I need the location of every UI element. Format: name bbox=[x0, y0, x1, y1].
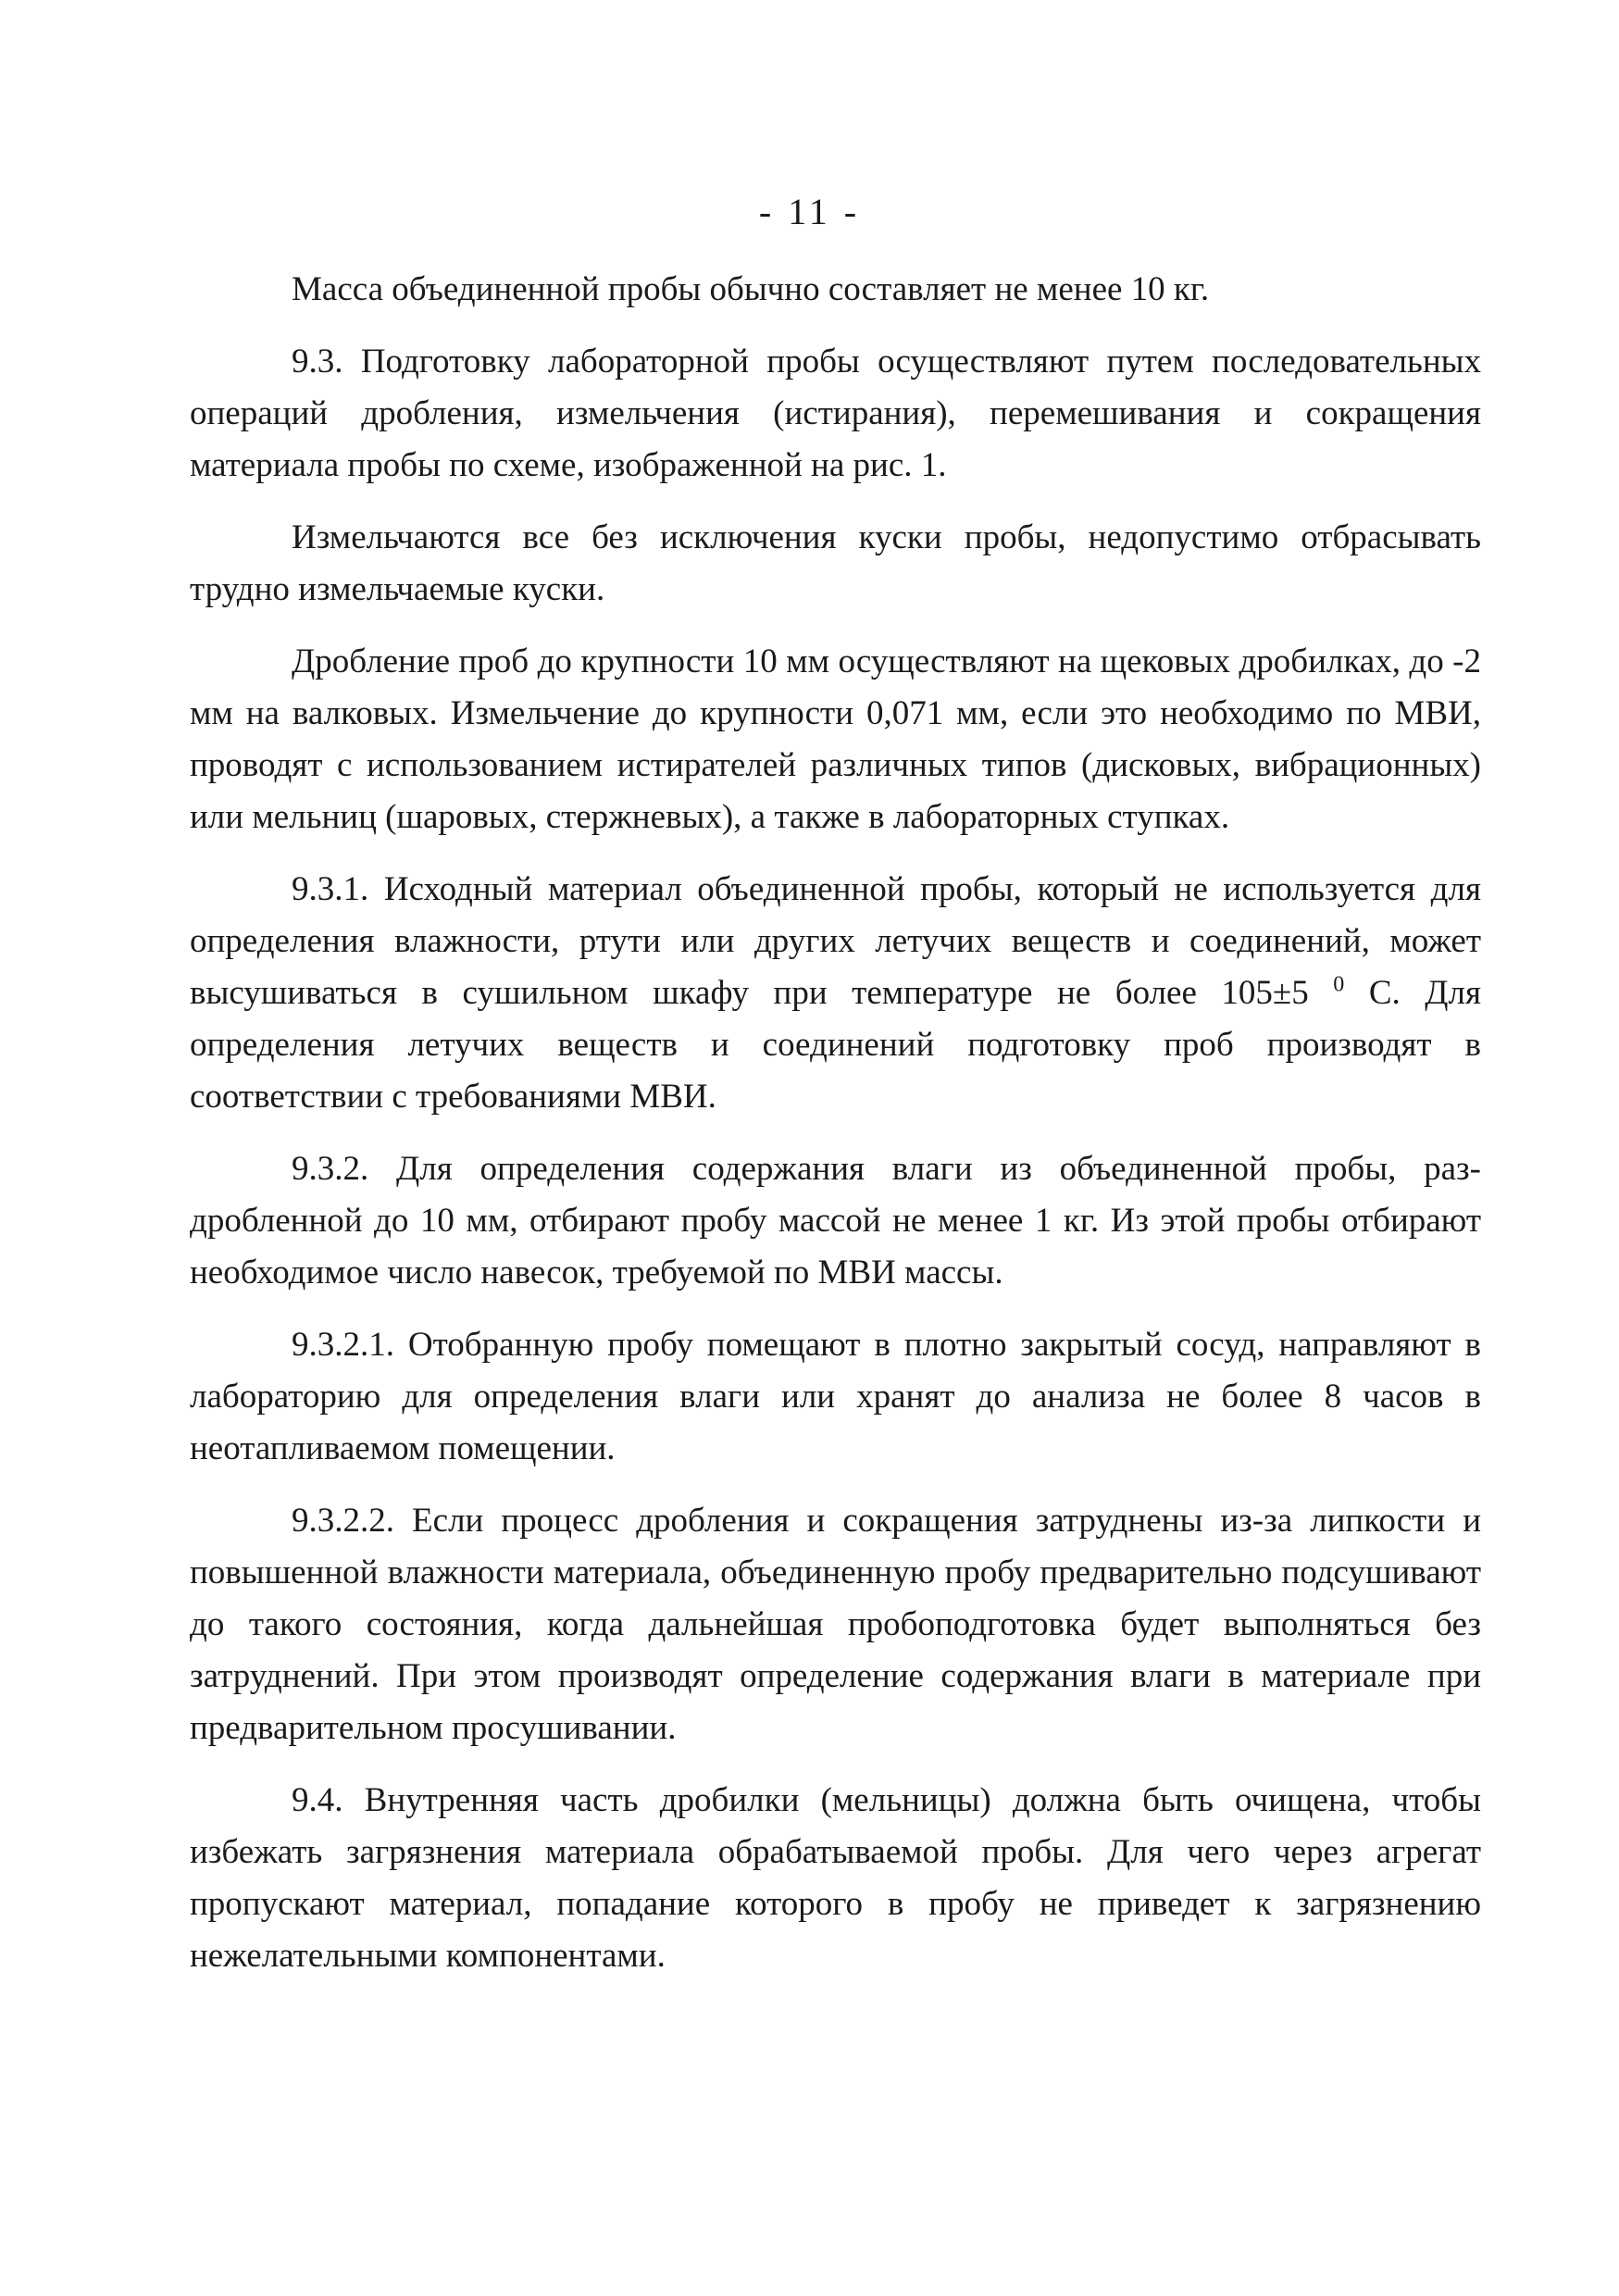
paragraph-9-4-crusher-cleaning: 9.4. Внутренняя часть дробилки (мельницы) должна быть очищена, чтобы избежать загрязнения материала обрабатываемой пробы. Для чего через агрегат пропускают материал, попадание которого в пробу не приведет к загрязнению нежелательными компонентами. bbox=[190, 1781, 1481, 1975]
paragraph-9-3-1-drying bbox=[190, 864, 1481, 1123]
paragraph-crush-all-pieces: Измельчаются все без исключения куски пробы, недопустимо отбрасывать трудно измельчаемые куски. bbox=[190, 518, 1481, 608]
paragraph-9-3-1-text-start: 9.3.1. Исходный материал объединенной пробы, который не используется для определения влажности, ртути или других летучих веществ и соединений, может высушиваться в сушильном шкафу при температуре не более 105±5 bbox=[190, 870, 1481, 1012]
paragraph-crushing-equipment: Дробление проб до крупности 10 мм осуществляют на щековых дробилках, до -2 мм на валковых. Измельчение до крупности 0,071 мм, если это необходимо по МВИ, проводят с использованием истирателей различных типов (дисковых, вибрационных) или мельниц (шаровых, стержневых), а также в лабораторных ступках. bbox=[190, 643, 1481, 836]
paragraph-9-3-1-text-end: С. Для определения летучих веществ и соединений подготовку проб производят в соответствии с требованиями МВИ. bbox=[190, 974, 1481, 1116]
paragraph-9-3-2-1-storage: 9.3.2.1. Отобранную пробу помещают в плотно закрытый сосуд, направляют в лабораторию для определения влаги или хранят до анализа не более 8 часов в неотапливаемом помещении. bbox=[190, 1326, 1481, 1467]
body-text bbox=[190, 264, 1481, 2003]
paragraph-9-3-2-2-predrying: 9.3.2.2. Если процесс дробления и сокращения затруднены из-за липкости и повышенной влажности материала, объединенную пробу предварительно подсушивают до такого состояния, когда дальнейшая пробоподготовка будет выполняться без затруднений. При этом производят определение содержания влаги в материале при предварительном просушивании. bbox=[190, 1502, 1481, 1747]
paragraph-sample-mass: Масса объединенной пробы обычно составляет не менее 10 кг. bbox=[292, 270, 1210, 308]
degree-superscript: 0 bbox=[1333, 972, 1345, 997]
page-number: - 11 - bbox=[758, 191, 861, 232]
paragraph-9-3-lab-sample-preparation: 9.3. Подготовку лабораторной пробы осуществляют путем последовательных операций дробления, измельчения (истирания), перемешивания и сокращения материала пробы по схеме, изображенной на рис. 1. bbox=[190, 343, 1481, 484]
paragraph-9-3-2-moisture-sample: 9.3.2. Для определения содержания влаги из объединенной пробы, раздробленной до 10 мм, отбирают пробу массой не менее 1 кг. Из этой пробы отбирают необходимое число навесок, требуемой по МВИ массы. bbox=[190, 1150, 1481, 1292]
